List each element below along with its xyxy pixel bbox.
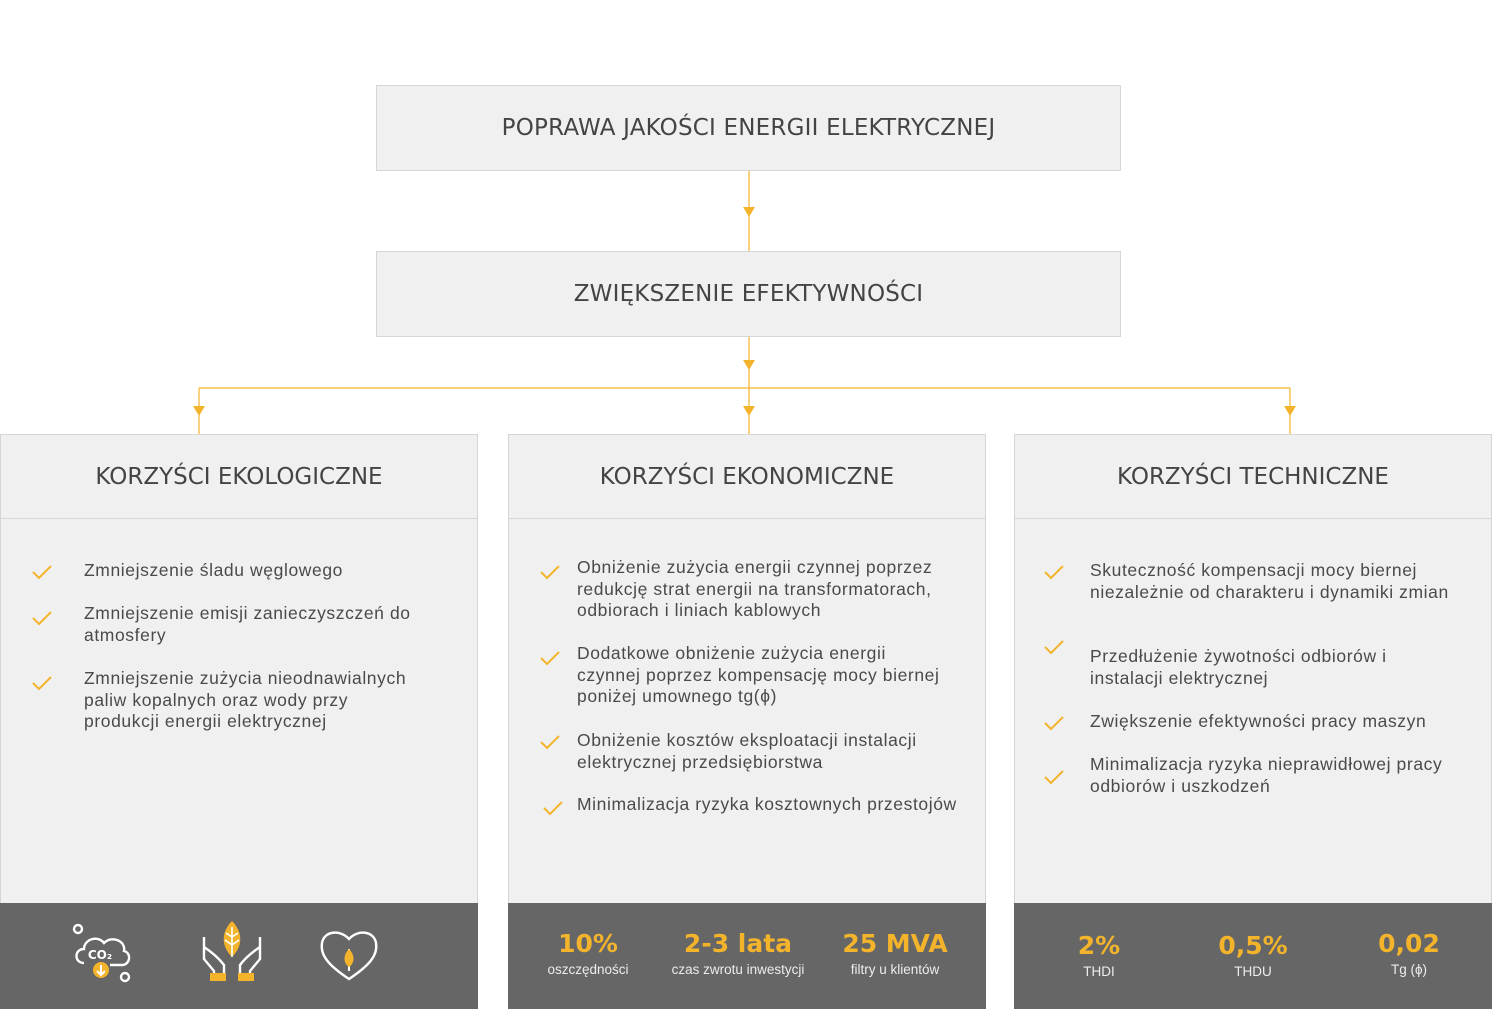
check-icon	[539, 734, 561, 750]
stat-value: 10%	[558, 929, 618, 958]
stat-value: 0,02	[1378, 929, 1440, 958]
flow-connectors	[0, 0, 1492, 440]
column-technical	[1014, 434, 1492, 1008]
arrow-down-icon	[743, 406, 755, 416]
stat-label: Tg (ϕ)	[1390, 962, 1428, 977]
check-icon	[31, 610, 53, 626]
check-icon	[1043, 715, 1065, 731]
check-icon	[1043, 769, 1065, 785]
heart-leaf-icon	[318, 927, 380, 983]
stat	[830, 929, 960, 977]
stat-value: 25 MVA	[842, 929, 948, 958]
arrow-down-icon	[743, 360, 755, 370]
check-icon	[1043, 639, 1065, 655]
list-item: Zmniejszenie zużycia nieodnawialnych paliw kopalnych oraz wody przy produkcji energii elektrycznej	[84, 668, 407, 731]
top-box-title: POPRAWA JAKOŚCI ENERGII ELEKTRYCZNEJ	[501, 115, 996, 141]
stat	[1198, 931, 1308, 979]
list-item: Dodatkowe obniżenie zużycia energii czynnej poprzez kompensację mocy biernej poniżej umownego tg(ϕ)	[577, 643, 940, 706]
hands-leaf-icon	[200, 917, 264, 983]
stat-label: THDU	[1234, 964, 1272, 979]
co2-reduction-icon	[70, 921, 134, 985]
column-footer	[508, 903, 986, 1009]
column-economic	[508, 434, 986, 1008]
check-icon	[539, 564, 561, 580]
column-title: KORZYŚCI TECHNICZNE	[1015, 435, 1491, 519]
stat	[1354, 929, 1464, 977]
column-ecological	[0, 434, 478, 1008]
co2-label: CO₂	[87, 948, 113, 962]
stat-value: 0,5%	[1218, 931, 1288, 960]
stat-label: czas zwrotu inwestycji	[671, 962, 805, 977]
list-item: Minimalizacja ryzyka nieprawidłowej pracy odbiorów i uszkodzeń	[1090, 754, 1443, 796]
column-title: KORZYŚCI EKONOMICZNE	[509, 435, 985, 519]
list-item: Zmniejszenie śladu węglowego	[84, 560, 344, 580]
column-footer	[1014, 903, 1492, 1009]
stat-value: 2%	[1077, 931, 1121, 960]
check-icon	[539, 650, 561, 666]
list-item: Obniżenie zużycia energii czynnej poprzez redukcję strat energii na transformatorach, odbiorach i liniach kablowych	[577, 557, 933, 620]
stat-label: THDI	[1083, 964, 1115, 979]
list-item: Obniżenie kosztów eksploatacji instalacji elektrycznej przedsiębiorstwa	[577, 730, 917, 772]
stat	[528, 929, 648, 977]
arrow-down-icon	[743, 207, 755, 217]
stat-label: filtry u klientów	[850, 962, 940, 977]
check-icon	[542, 800, 564, 816]
top-box	[376, 85, 1121, 171]
list-item: Skuteczność kompensacji mocy biernej niezależnie od charakteru i dynamiki zmian	[1090, 560, 1449, 602]
column-footer	[0, 903, 478, 1009]
middle-box	[376, 251, 1121, 337]
stat-label: oszczędności	[547, 962, 629, 977]
middle-box-title: ZWIĘKSZENIE EFEKTYWNOŚCI	[573, 281, 924, 307]
stat-value: 2-3 lata	[683, 929, 793, 958]
stat	[658, 929, 818, 977]
column-title: KORZYŚCI EKOLOGICZNE	[1, 435, 477, 519]
arrow-down-icon	[193, 406, 205, 416]
list-item: Zmniejszenie emisji zanieczyszczeń do atmosfery	[84, 603, 411, 645]
list-item: Przedłużenie żywotności odbiorów i instalacji elektrycznej	[1090, 646, 1387, 688]
list-item: Minimalizacja ryzyka kosztownych przestojów	[577, 794, 957, 814]
arrow-down-icon	[1284, 406, 1296, 416]
list-item: Zwiększenie efektywności pracy maszyn	[1090, 711, 1427, 731]
check-icon	[31, 564, 53, 580]
check-icon	[31, 675, 53, 691]
stat	[1044, 931, 1154, 979]
check-icon	[1043, 564, 1065, 580]
